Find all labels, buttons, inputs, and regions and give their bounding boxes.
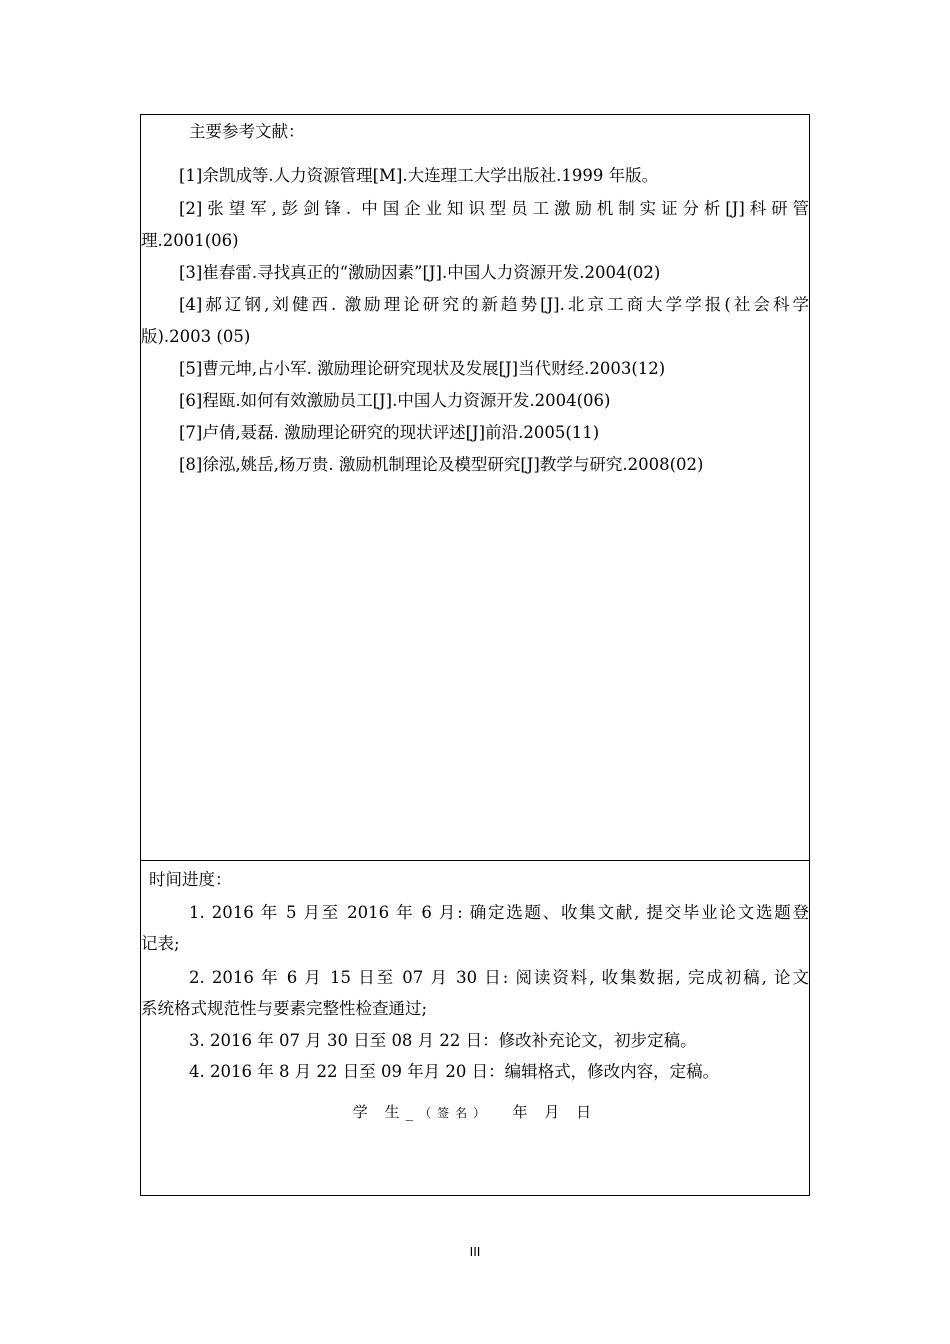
page-number: III xyxy=(469,1244,481,1259)
schedule-item-1: 1. 2016 年 5 月至 2016 年 6 月: 确定选题、收集文献, 提交毕业论文选题登 xyxy=(189,903,809,922)
schedule-heading: 时间进度： xyxy=(149,870,232,889)
reference-item-4-cont: 版).2003 (05) xyxy=(141,327,251,346)
schedule-item-3: 3. 2016 年 07 月 30 日至 08 月 22 日：修改补充论文，初步定稿。 xyxy=(189,1031,697,1050)
student-signature-line xyxy=(141,1101,809,1122)
reference-item-3: [3]崔春雷.寻找真正的“激励因素”[J].中国人力资源开发.2004(02) xyxy=(179,263,661,282)
schedule-item-4: 4. 2016 年 8 月 22 日至 09 年月 20 日：编辑格式，修改内容，定稿。 xyxy=(189,1062,720,1081)
reference-item-2: [2]张望军,彭剑锋. 中国企业知识型员工激励机制实证分析[J]科研管 xyxy=(179,199,809,218)
reference-item-2-cont: 理.2001(06) xyxy=(141,231,239,250)
reference-item-5: [5]曹元坤,占小军. 激励理论研究现状及发展[J]当代财经.2003(12) xyxy=(179,359,666,378)
references-heading: 主要参考文献： xyxy=(189,122,305,141)
reference-item-4: [4]郝辽钢,刘健西. 激励理论研究的新趋势[J].北京工商大学学报(社会科学 xyxy=(179,295,809,314)
reference-item-1: [1]余凯成等.人力资源管理[M].大连理工大学出版社.1999 年版。 xyxy=(179,166,659,185)
signature-note: （签名） xyxy=(419,1106,492,1120)
references-section xyxy=(141,115,809,861)
reference-item-7: [7]卢倩,聂磊. 激励理论研究的现状评述[J]前沿.2005(11) xyxy=(179,423,600,442)
reference-item-8: [8]徐泓,姚岳,杨万贵. 激励机制理论及模型研究[J]教学与研究.2008(02) xyxy=(179,455,704,474)
form-table xyxy=(140,114,810,1196)
schedule-item-1-cont: 记表; xyxy=(141,934,180,953)
schedule-item-2-cont: 系统格式规范性与要素完整性检查通过; xyxy=(141,999,428,1018)
schedule-item-2: 2. 2016 年 6 月 15 日至 07 月 30 日: 阅读资料, 收集数据, 完成初稿, 论文 xyxy=(189,968,809,987)
student-label: 学 生_ xyxy=(352,1103,420,1121)
reference-item-6: [6]程瓯.如何有效激励员工[J].中国人力资源开发.2004(06) xyxy=(179,391,611,410)
date-label: 年 月 日 xyxy=(512,1103,598,1121)
schedule-section xyxy=(141,861,809,1195)
